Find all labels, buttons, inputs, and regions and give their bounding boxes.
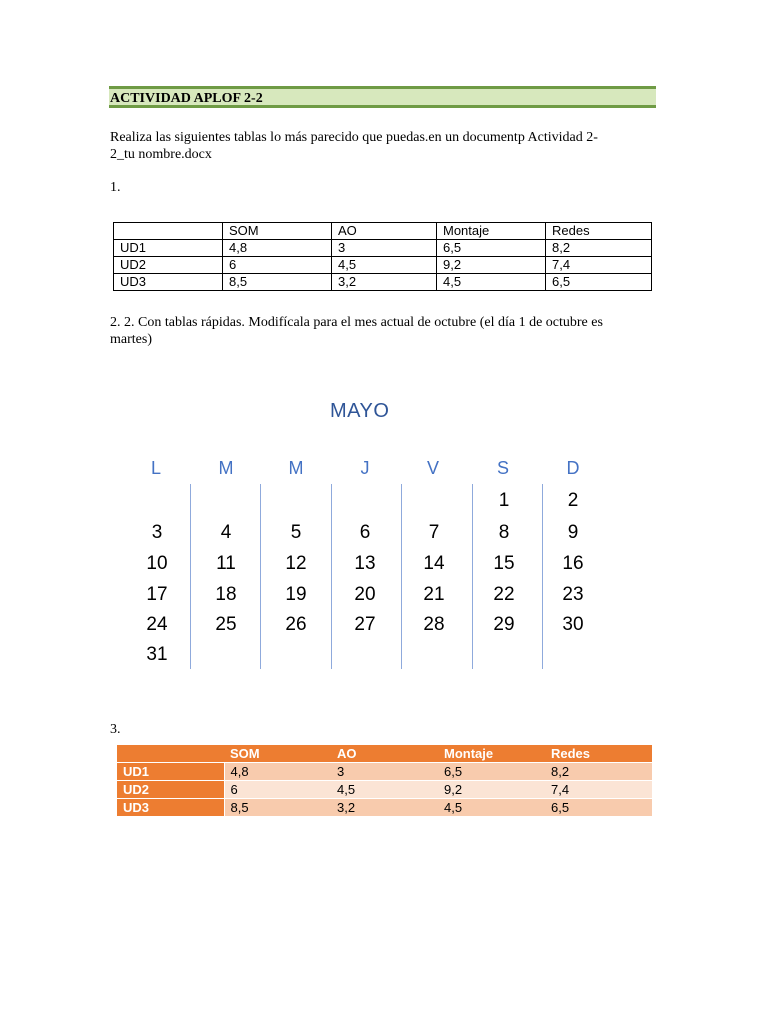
grades-table-plain [113,222,652,291]
calendar-day-cell: 9 [567,522,579,543]
calendar-day-header: M [288,458,304,478]
table-row [117,799,652,817]
table-cell: 3 [331,763,438,781]
calendar-day-cell: 20 [354,584,376,605]
table-header-cell: AO [331,745,438,763]
table-header-row [114,223,652,240]
calendar-divider [190,484,191,669]
calendar-day-cell: 23 [562,584,584,605]
table-cell: UD1 [114,240,223,257]
table-row [114,274,652,291]
table-header-cell: Redes [546,223,652,240]
calendar-day-cell: 24 [146,614,168,635]
table-cell: 8,2 [545,763,652,781]
table-row-header: UD2 [117,781,224,799]
item-3-label: 3. [110,722,121,737]
calendar-divider [542,484,543,669]
table-cell: 6,5 [438,763,545,781]
calendar-day-header: J [360,458,370,478]
calendar-day-cell: 31 [146,644,168,665]
table-header-cell: Redes [545,745,652,763]
calendar-day-cell: 29 [493,614,515,635]
item-2-line-2: martes) [110,332,152,347]
table-cell: 6,5 [545,799,652,817]
table-cell: 6,5 [437,240,546,257]
table-row [117,781,652,799]
title-bar [109,86,656,108]
calendar-day-header: D [566,458,580,478]
table-row [114,257,652,274]
table-cell: UD3 [114,274,223,291]
item-2-paragraph [110,314,658,348]
table-cell: 9,2 [437,257,546,274]
table-cell: 3,2 [331,799,438,817]
calendar-day-cell: 27 [354,614,376,635]
calendar-day-cell: 17 [146,584,168,605]
calendar-month-title: MAYO [330,400,390,422]
calendar-day-cell: 14 [423,553,445,574]
table-cell: 4,5 [437,274,546,291]
table-row [117,763,652,781]
calendar-day-cell: 21 [423,584,445,605]
calendar-day-cell: 16 [562,553,584,574]
table-cell: 7,4 [546,257,652,274]
table-row-header: UD1 [117,763,224,781]
calendar-day-cell: 2 [567,490,579,511]
calendar-day-cell: 11 [216,553,236,574]
calendar-divider [331,484,332,669]
calendar-day-header: L [150,458,161,478]
calendar-day-cell: 22 [493,584,515,605]
table-cell: 3,2 [332,274,437,291]
document-title: ACTIVIDAD APLOF 2-2 [110,91,263,106]
table-header-cell: AO [332,223,437,240]
intro-line-1: Realiza las siguientes tablas lo más parecido que puedas.en un documentp Actividad 2- [110,130,598,145]
table-cell [114,223,223,240]
calendar-day-cell: 10 [146,553,168,574]
table-cell: UD2 [114,257,223,274]
table-header-cell: Montaje [437,223,546,240]
intro-line-2: 2_tu nombre.docx [110,147,212,162]
table-row [114,240,652,257]
item-2-line-1: 2. 2. Con tablas rápidas. Modifícala para el mes actual de octubre (el día 1 de octubre es [110,315,603,330]
calendar-day-cell: 6 [359,522,371,543]
table-header-row [117,745,652,763]
table-cell: 4,8 [223,240,332,257]
grades-table-styled [117,745,652,817]
table-cell: 6 [223,257,332,274]
table-cell: 9,2 [438,781,545,799]
table-cell: 3 [332,240,437,257]
calendar-divider [260,484,261,669]
calendar-day-cell: 18 [215,584,237,605]
table-cell: 4,5 [331,781,438,799]
intro-paragraph [110,129,658,163]
calendar-day-cell: 4 [220,522,232,543]
calendar-day-cell: 3 [151,522,163,543]
item-1-label: 1. [110,180,121,195]
table-cell: 4,8 [224,763,331,781]
calendar-day-cell: 19 [285,584,307,605]
table-cell: 8,5 [224,799,331,817]
table-cell: 6,5 [546,274,652,291]
table-header-cell: SOM [223,223,332,240]
table-cell: 8,2 [546,240,652,257]
calendar-day-header: S [496,458,509,478]
table-cell: 8,5 [223,274,332,291]
calendar-divider [401,484,402,669]
calendar-day-cell: 26 [285,614,307,635]
calendar-day-cell: 25 [215,614,237,635]
calendar-day-cell: 28 [423,614,445,635]
table-cell: 4,5 [438,799,545,817]
table-cell [117,745,224,763]
table-header-cell: Montaje [438,745,545,763]
calendar-day-cell: 8 [498,522,510,543]
calendar-day-cell: 7 [428,522,440,543]
table-cell: 7,4 [545,781,652,799]
calendar-divider [472,484,473,669]
calendar-day-cell: 5 [290,522,302,543]
table-cell: 4,5 [332,257,437,274]
calendar-day-cell: 12 [285,553,307,574]
table-cell: 6 [224,781,331,799]
calendar-day-cell: 13 [354,553,376,574]
table-header-cell: SOM [224,745,331,763]
calendar-day-cell: 1 [498,490,510,511]
calendar-day-header: V [426,458,439,478]
table-row-header: UD3 [117,799,224,817]
calendar-day-header: M [218,458,234,478]
calendar-day-cell: 15 [493,553,515,574]
calendar-day-cell: 30 [562,614,584,635]
